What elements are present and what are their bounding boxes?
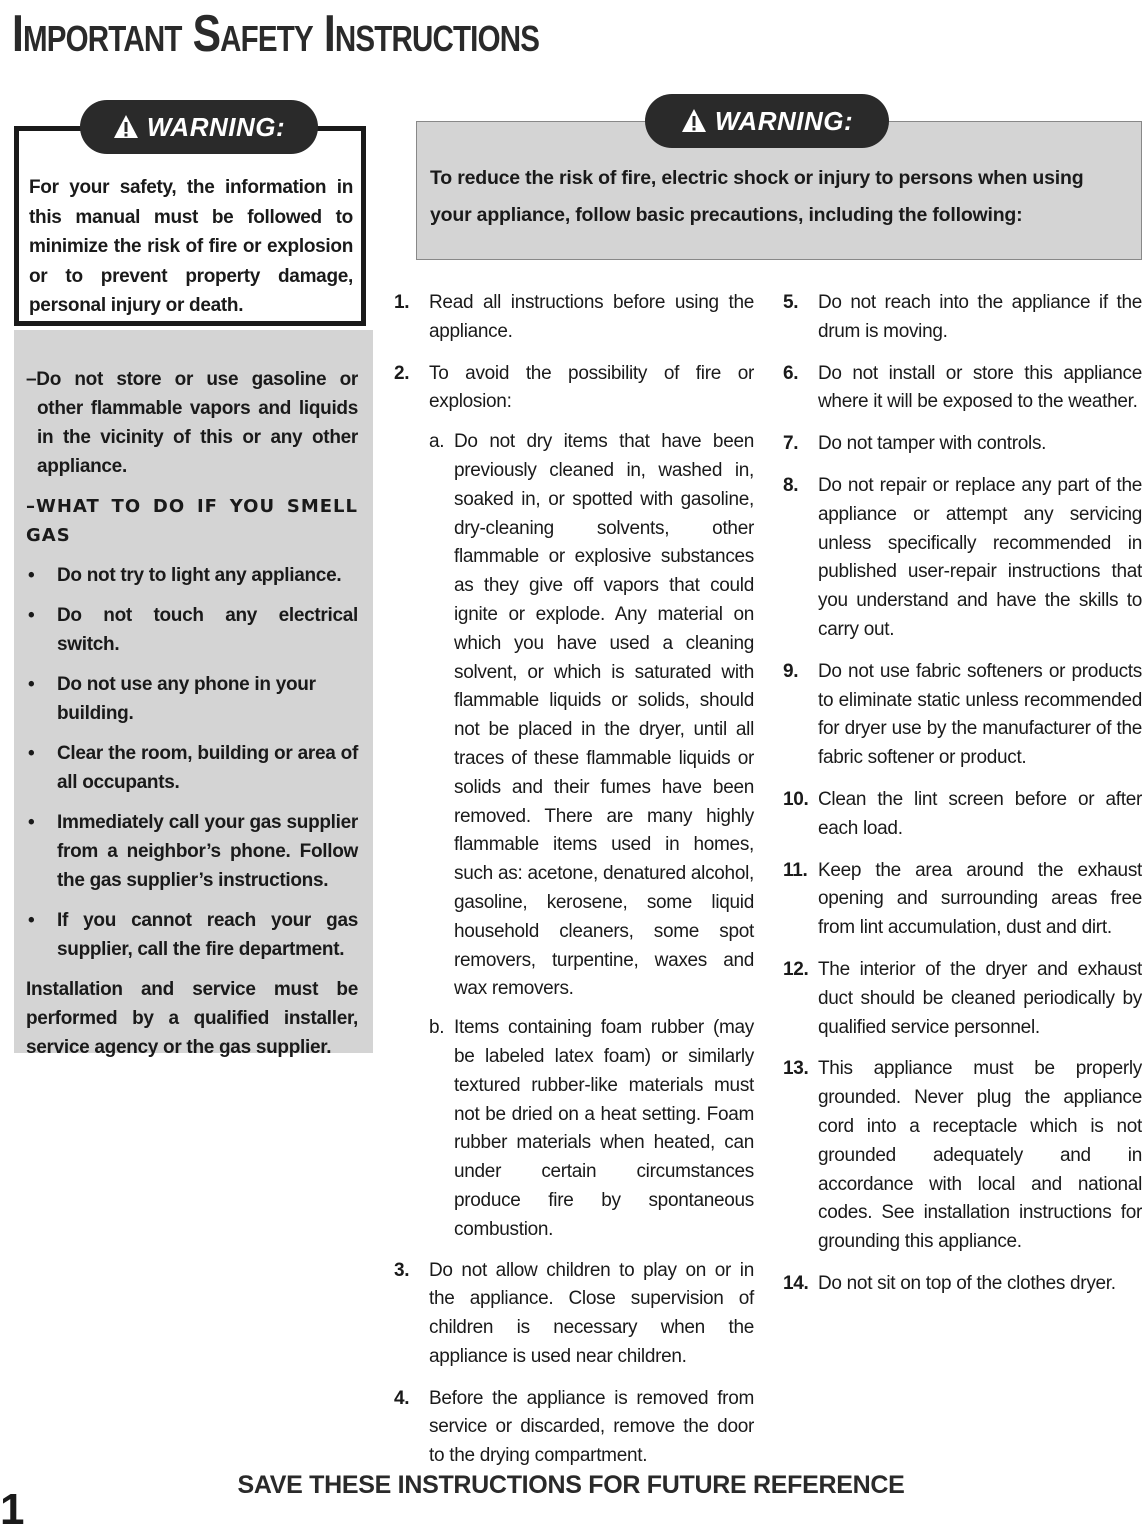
right-warning-label: WARNING: xyxy=(714,105,854,136)
list-item xyxy=(26,906,358,964)
item-number: 14. xyxy=(783,1272,809,1294)
list-item xyxy=(783,956,1142,1042)
bullet-text: Immediately call your gas supplier from a neighbor’s phone. Follow the gas supplier’s instructions. xyxy=(57,812,358,891)
sub-item xyxy=(429,1014,754,1244)
page-number: 1 xyxy=(0,1485,25,1534)
sub-item-letter: a. xyxy=(429,431,445,453)
item-number: 1. xyxy=(394,292,410,313)
left-warning-badge xyxy=(80,100,318,154)
bullet-marker: • xyxy=(28,743,35,764)
list-item xyxy=(783,1270,1142,1299)
item-number: 10. xyxy=(783,788,809,810)
list-item xyxy=(394,289,754,347)
instructions-column-left xyxy=(394,289,754,1484)
bullet-marker: • xyxy=(28,812,35,833)
item-number: 3. xyxy=(394,1259,410,1281)
installation-note: Installation and service must be performed by a qualified installer, service agency or the gas supplier. xyxy=(26,979,358,1058)
list-item xyxy=(783,430,1142,459)
bullet-text: Do not try to light any appliance. xyxy=(57,565,342,586)
list-item xyxy=(394,1385,754,1471)
item-number: 4. xyxy=(394,1387,410,1409)
bullet-text: If you cannot reach your gas supplier, call the fire department. xyxy=(57,910,358,960)
smell-gas-heading: –WHAT TO DO IF YOU SMELL GAS xyxy=(26,496,358,546)
right-warning-text: To reduce the risk of fire, electric shock or injury to persons when using your appliance, follow basic precautions, including the following: xyxy=(430,167,1084,226)
list-item xyxy=(26,601,358,659)
item-text: Do not use fabric softeners or products to eliminate static unless recommended for dryer use by the manufacturer of the fabric softener or product. xyxy=(818,660,1142,769)
item-text: Do not sit on top of the clothes dryer. xyxy=(818,1272,1116,1294)
gas-warning-panel xyxy=(14,330,373,1058)
sub-item-letter: b. xyxy=(429,1017,445,1039)
item-number: 5. xyxy=(783,292,799,313)
list-item xyxy=(783,289,1142,347)
item-number: 6. xyxy=(783,362,799,384)
sub-item-text: Items containing foam rubber (may be labeled latex foam) or similarly textured rubber-like materials must not be dried on a heat setting. Foam rubber materials when heated, can under certain circumstances produce fire by spontaneous combustion. xyxy=(454,1017,754,1240)
item-text: Keep the area around the exhaust opening and surrounding areas free from lint accumulation, dust and dirt. xyxy=(818,859,1142,939)
list-item xyxy=(783,857,1142,943)
list-item xyxy=(783,1055,1142,1257)
bullet-text: Do not use any phone in your building. xyxy=(57,674,316,724)
item-number: 13. xyxy=(783,1058,809,1080)
list-item xyxy=(394,360,754,418)
list-item xyxy=(26,561,358,590)
item-number: 8. xyxy=(783,474,799,496)
item-text: Clean the lint screen before or after each load. xyxy=(818,788,1142,839)
item-number: 7. xyxy=(783,433,799,455)
instructions-column-right xyxy=(783,289,1142,1312)
right-warning-badge xyxy=(645,94,889,148)
item-text: The interior of the dryer and exhaust duct should be cleaned periodically by qualified service personnel. xyxy=(818,958,1142,1038)
list-item xyxy=(26,808,358,895)
item-text: Do not repair or replace any part of the appliance or attempt any servicing unless specifically recommended in published user-repair instructions that you understand and have the skills to carry out. xyxy=(818,474,1142,640)
item-text: Do not reach into the appliance if the drum is moving. xyxy=(818,292,1142,342)
list-item xyxy=(394,1257,754,1372)
page-title: Important Safety Instructions xyxy=(12,5,540,63)
item-text: Before the appliance is removed from service or discarded, remove the door to the drying compartment. xyxy=(429,1387,754,1467)
warning-triangle-icon xyxy=(113,114,139,140)
list-item xyxy=(783,360,1142,418)
item-number: 2. xyxy=(394,362,410,384)
item-text: Do not tamper with controls. xyxy=(818,433,1047,455)
left-warning-text: For your safety, the information in this manual must be followed to minimize the risk of fire or explosion or to prevent property damage, personal injury or death. xyxy=(29,177,353,316)
bullet-marker: • xyxy=(28,910,35,931)
item-text: This appliance must be properly grounded. Never plug the appliance cord into a receptacle which is not grounded adequately and in accordance with local and national codes. See installation instructions for grounding this appliance. xyxy=(818,1058,1142,1253)
item-number: 11. xyxy=(783,859,808,881)
left-warning-box xyxy=(14,126,366,326)
list-item xyxy=(783,472,1142,645)
footer-save-instructions: SAVE THESE INSTRUCTIONS FOR FUTURE REFERENCE xyxy=(237,1471,905,1499)
bullet-marker: • xyxy=(28,674,35,695)
sub-item xyxy=(429,428,754,1004)
left-warning-label: WARNING: xyxy=(146,111,286,142)
bullet-text: Clear the room, building or area of all occupants. xyxy=(57,743,358,793)
list-item xyxy=(26,670,358,728)
no-store-gasoline: –Do not store or use gasoline or other flammable vapors and liquids in the vicinity of this or any other appliance. xyxy=(26,369,358,477)
item-number: 9. xyxy=(783,660,799,682)
sub-item-text: Do not dry items that have been previously cleaned in, washed in, soaked in, or spotted with gasoline, dry-cleaning solvents, other flammable or explosive substances as they give off vapors that could ignite or explode. Any material on which you have used a cleaning solvent, or which is saturated with flammable liquids or solids, should not be placed in the dryer, until all traces of these flammable liquids or solids and their fumes have been removed. There are many highly flammable items used in homes, such as: acetone, denatured alcohol, gasoline, kerosene, some liquid household cleaners, some spot removers, turpentine, waxes and wax removers. xyxy=(454,431,754,1000)
bullet-text: Do not touch any electrical switch. xyxy=(57,605,358,655)
bullet-marker: • xyxy=(28,565,35,586)
item-text: To avoid the possibility of fire or explosion: xyxy=(429,362,754,413)
item-text: Do not allow children to play on or in the appliance. Close supervision of children is necessary when the appliance is used near children. xyxy=(429,1259,754,1367)
list-item xyxy=(783,786,1142,844)
item-text: Read all instructions before using the appliance. xyxy=(429,292,754,342)
list-item xyxy=(26,739,358,797)
item-number: 12. xyxy=(783,958,809,980)
warning-triangle-icon xyxy=(681,108,707,134)
list-item xyxy=(783,658,1142,773)
bullet-marker: • xyxy=(28,605,35,626)
item-text: Do not install or store this appliance where it will be exposed to the weather. xyxy=(818,362,1142,413)
